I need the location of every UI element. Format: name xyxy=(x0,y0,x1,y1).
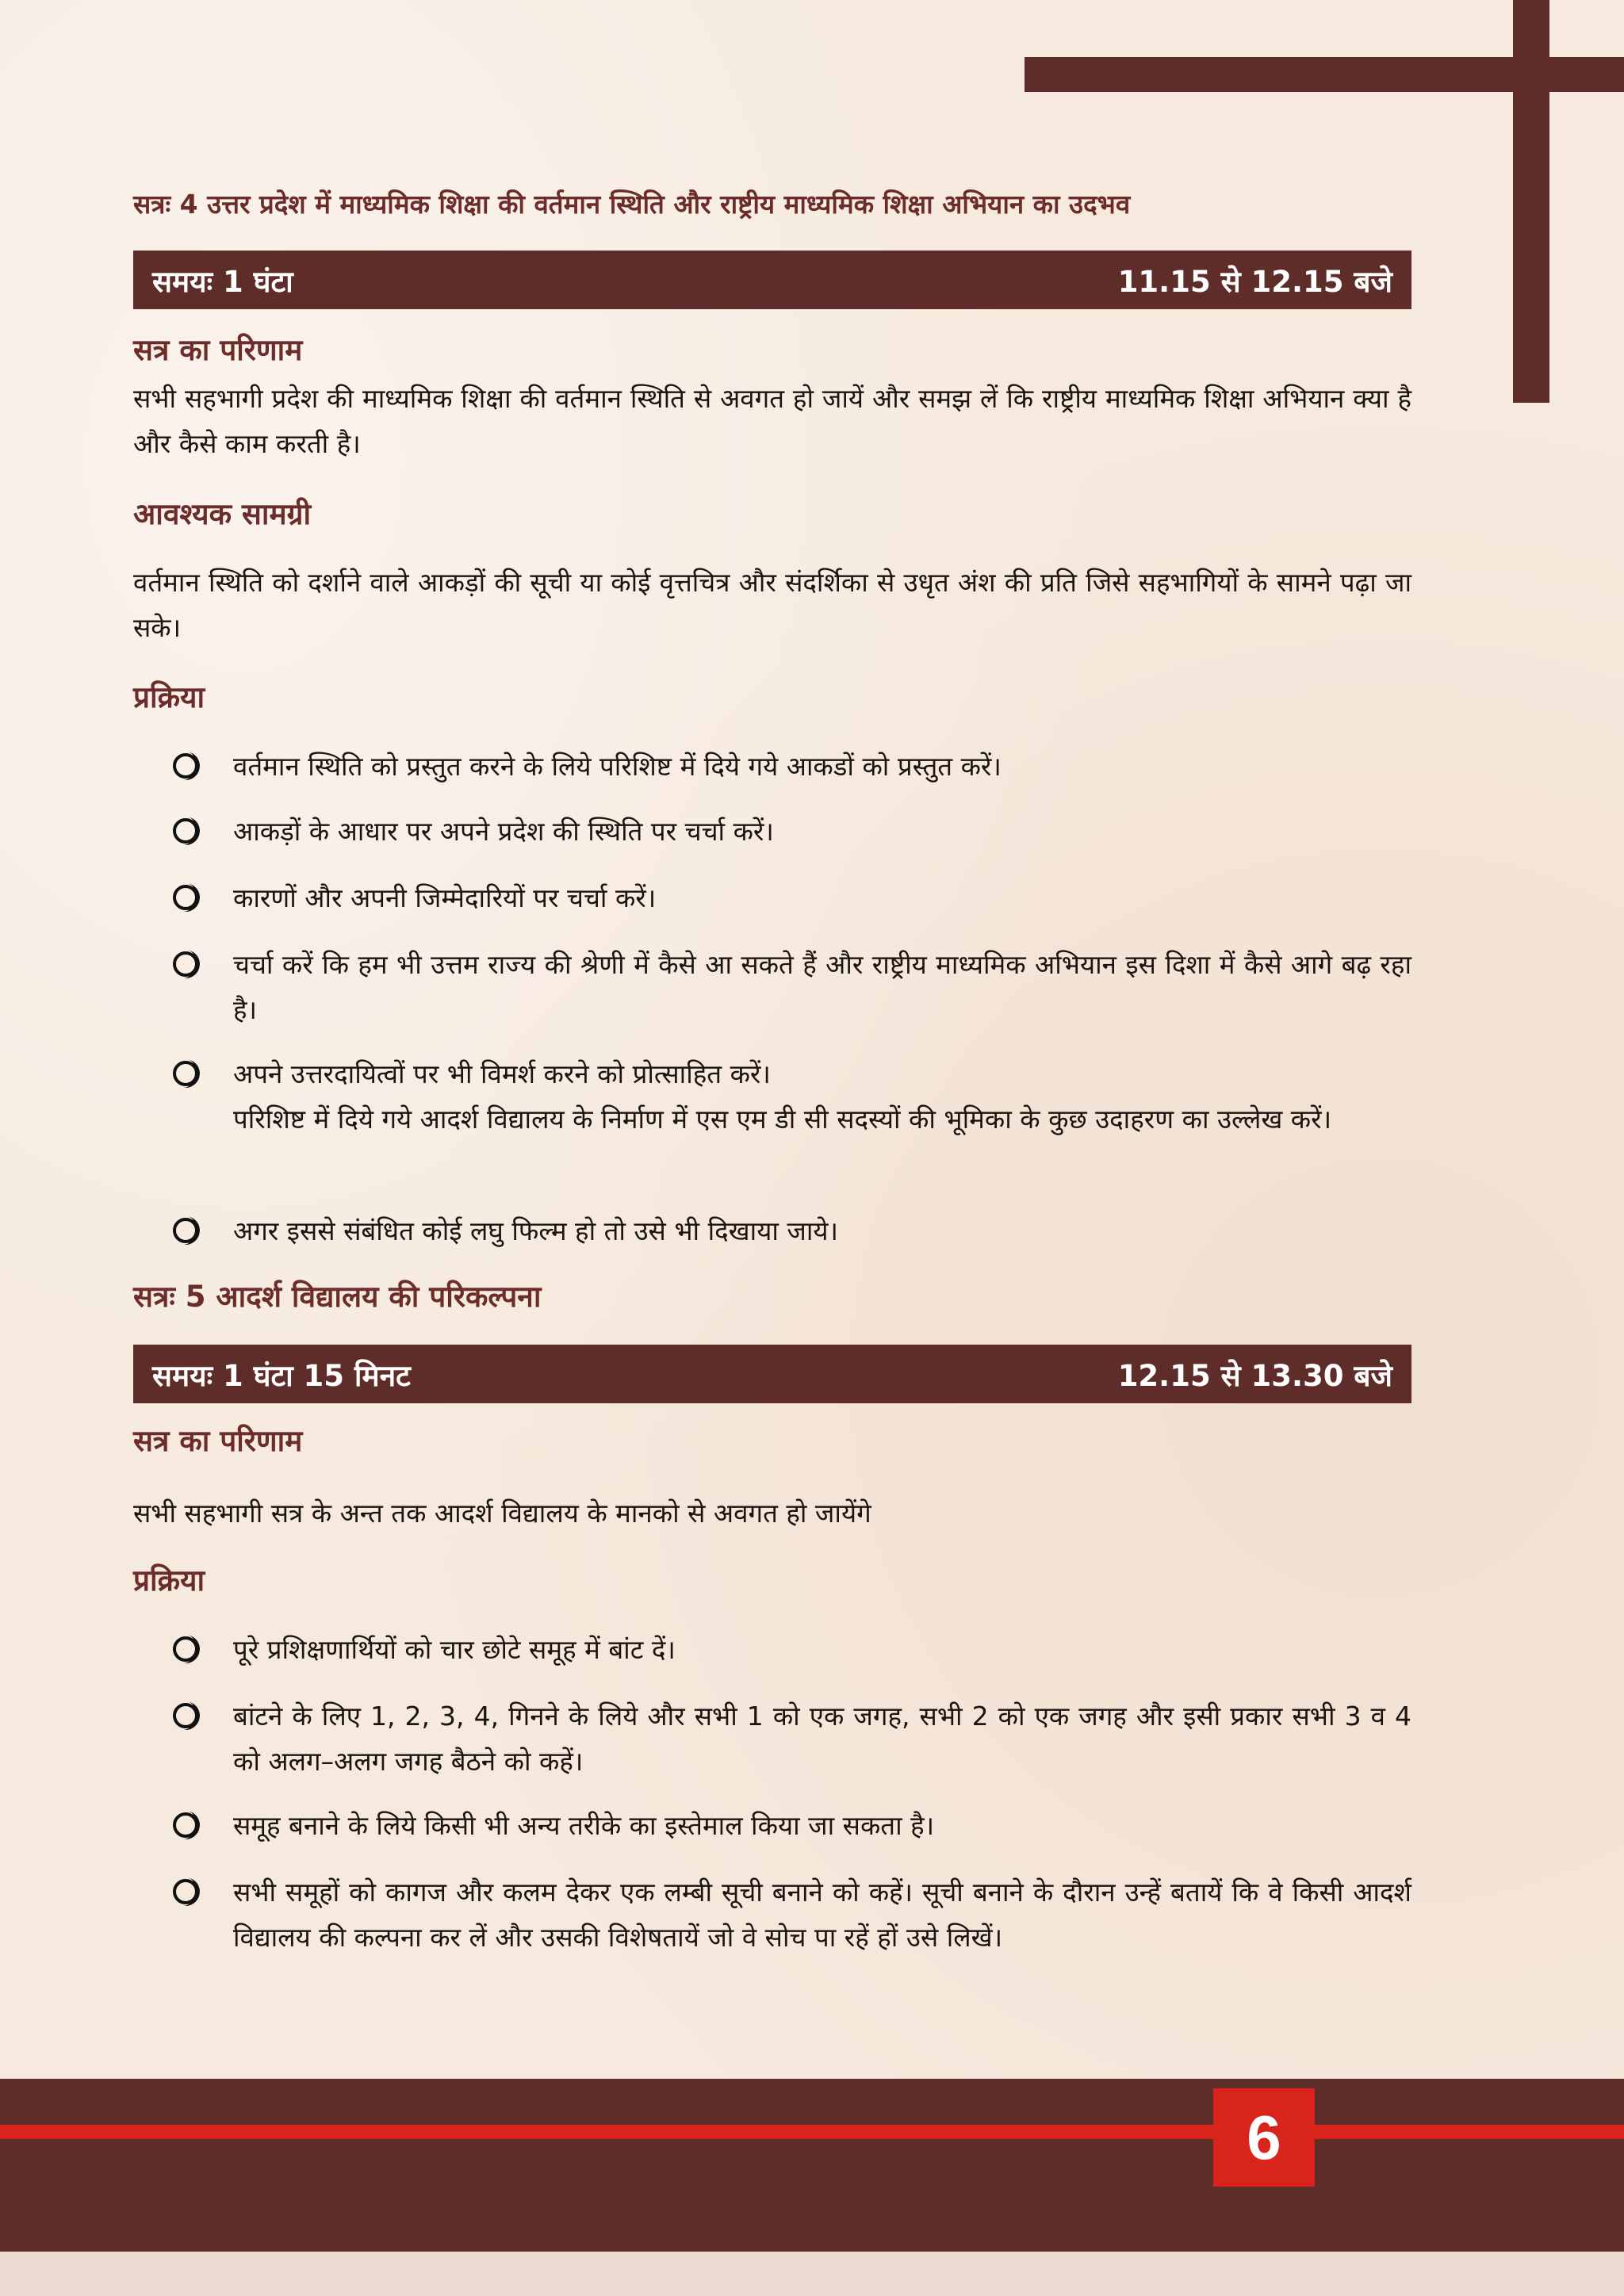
session4-outcome-text: सभी सहभागी प्रदेश की माध्यमिक शिक्षा की वर्तमान स्थिति से अवगत हो जायें और समझ लें कि राष्ट्रीय माध्यमिक शिक्षा अभियान क्या है और कैसे काम करती है। xyxy=(133,383,1411,459)
list-item-text: सभी समूहों को कागज और कलम देकर एक लम्बी सूची बनाने को कहें। सूची बनाने के दौरान उन्हें बतायें कि वे किसी आदर्श विद्यालय की कल्पना कर लें और उसकी विशेषतायें जो वे सोच पा रहें हों उसे लिखें। xyxy=(233,1877,1411,1953)
list-item-text: पूरे प्रशिक्षणार्थियों को चार छोटे समूह में बांट दें। xyxy=(233,1634,676,1665)
list-item-text: अगर इससे संबंधित कोई लघु फिल्म हो तो उसे भी दिखाया जाये। xyxy=(233,1215,839,1246)
session5-time-bar xyxy=(133,1345,1411,1403)
session4-time-label: समयः 1 घंटा xyxy=(152,264,293,299)
bullet-circle-icon xyxy=(173,1812,198,1838)
session4-materials-heading: आवश्यक सामग्री xyxy=(133,497,312,531)
list-item xyxy=(173,942,1411,1032)
session5-outcome-heading: सत्र का परिणाम xyxy=(133,1424,303,1458)
list-item xyxy=(173,1803,1411,1848)
list-item-text: आकड़ों के आधार पर अपने प्रदेश की स्थिति पर चर्चा करें। xyxy=(233,816,774,847)
list-item-text: समूह बनाने के लिये किसी भी अन्य तरीके का इस्तेमाल किया जा सकता है। xyxy=(233,1810,935,1841)
session5-outcome-text: सभी सहभागी सत्र के अन्त तक आदर्श विद्यालय के मानको से अवगत हो जायेंगे xyxy=(133,1498,871,1529)
bullet-circle-icon xyxy=(173,885,198,910)
decorative-bar-vertical xyxy=(1513,0,1549,403)
bullet-circle-icon xyxy=(173,1703,198,1728)
bullet-circle-icon xyxy=(173,818,198,844)
footer-red-stripe xyxy=(0,2125,1624,2139)
page-number: 6 xyxy=(1213,2088,1315,2187)
session4-time-range: 11.15 से 12.15 बजे xyxy=(1117,264,1392,299)
bullet-circle-icon xyxy=(173,1218,198,1243)
list-item-text: वर्तमान स्थिति को प्रस्तुत करने के लिये परिशिष्ट में दिये गये आकडों को प्रस्तुत करें। xyxy=(233,751,1002,782)
list-item xyxy=(173,809,1411,854)
list-item xyxy=(173,1627,1411,1672)
list-item xyxy=(173,875,1411,920)
bullet-circle-icon xyxy=(173,1061,198,1086)
footer-bottom-strip xyxy=(0,2252,1624,2296)
session5-process-heading: प्रक्रिया xyxy=(133,1563,205,1598)
bullet-circle-icon xyxy=(173,753,198,779)
list-item xyxy=(173,1208,1411,1253)
bullet-circle-icon xyxy=(173,951,198,977)
session4-time-bar xyxy=(133,251,1411,309)
session4-process-heading: प्रक्रिया xyxy=(133,680,205,714)
list-item-text xyxy=(233,1051,1411,1142)
list-item-text: कारणों और अपनी जिम्मेदारियों पर चर्चा करें। xyxy=(233,882,657,913)
list-item xyxy=(173,1693,1411,1784)
list-item xyxy=(173,1051,1411,1142)
session5-time-label: समयः 1 घंटा 15 मिनट xyxy=(152,1358,411,1393)
session5-title: सत्रः 5 आदर्श विद्यालय की परिकल्पना xyxy=(133,1280,542,1314)
list-item-text: बांटने के लिए 1, 2, 3, 4, गिनने के लिये और सभी 1 को एक जगह, सभी 2 को एक जगह और इसी प्रकार सभी 3 व 4 को अलग–अलग जगह बैठने को कहें। xyxy=(233,1701,1411,1777)
session4-materials-text: वर्तमान स्थिति को दर्शाने वाले आकड़ों की सूची या कोई वृत्तचित्र और संदर्शिका से उधृत अंश की प्रति जिसे सहभागियों के सामने पढ़ा जा सके। xyxy=(133,567,1411,643)
bullet-circle-icon xyxy=(173,1636,198,1662)
session5-time-range: 12.15 से 13.30 बजे xyxy=(1117,1358,1392,1393)
footer-band xyxy=(0,2079,1624,2252)
session4-outcome-heading: सत्र का परिणाम xyxy=(133,333,303,367)
bullet-circle-icon xyxy=(173,1879,198,1904)
session4-title: सत्रः 4 उत्तर प्रदेश में माध्यमिक शिक्षा की वर्तमान स्थिति और राष्ट्रीय माध्यमिक शिक्षा अभियान का उदभव xyxy=(133,189,1131,220)
list-item-text: चर्चा करें कि हम भी उत्तम राज्य की श्रेणी में कैसे आ सकते हैं और राष्ट्रीय माध्यमिक अभियान इस दिशा में कैसे आगे बढ़ रहा है। xyxy=(233,949,1411,1025)
list-item-line: अपने उत्तरदायित्वों पर भी विमर्श करने को प्रोत्साहित करें। xyxy=(233,1058,771,1089)
list-item xyxy=(173,1869,1411,1960)
list-item xyxy=(173,744,1411,789)
list-item-line: परिशिष्ट में दिये गये आदर्श विद्यालय के निर्माण में एस एम डी सी सदस्यों की भूमिका के कुछ उदाहरण का उल्लेख करें। xyxy=(233,1104,1332,1135)
